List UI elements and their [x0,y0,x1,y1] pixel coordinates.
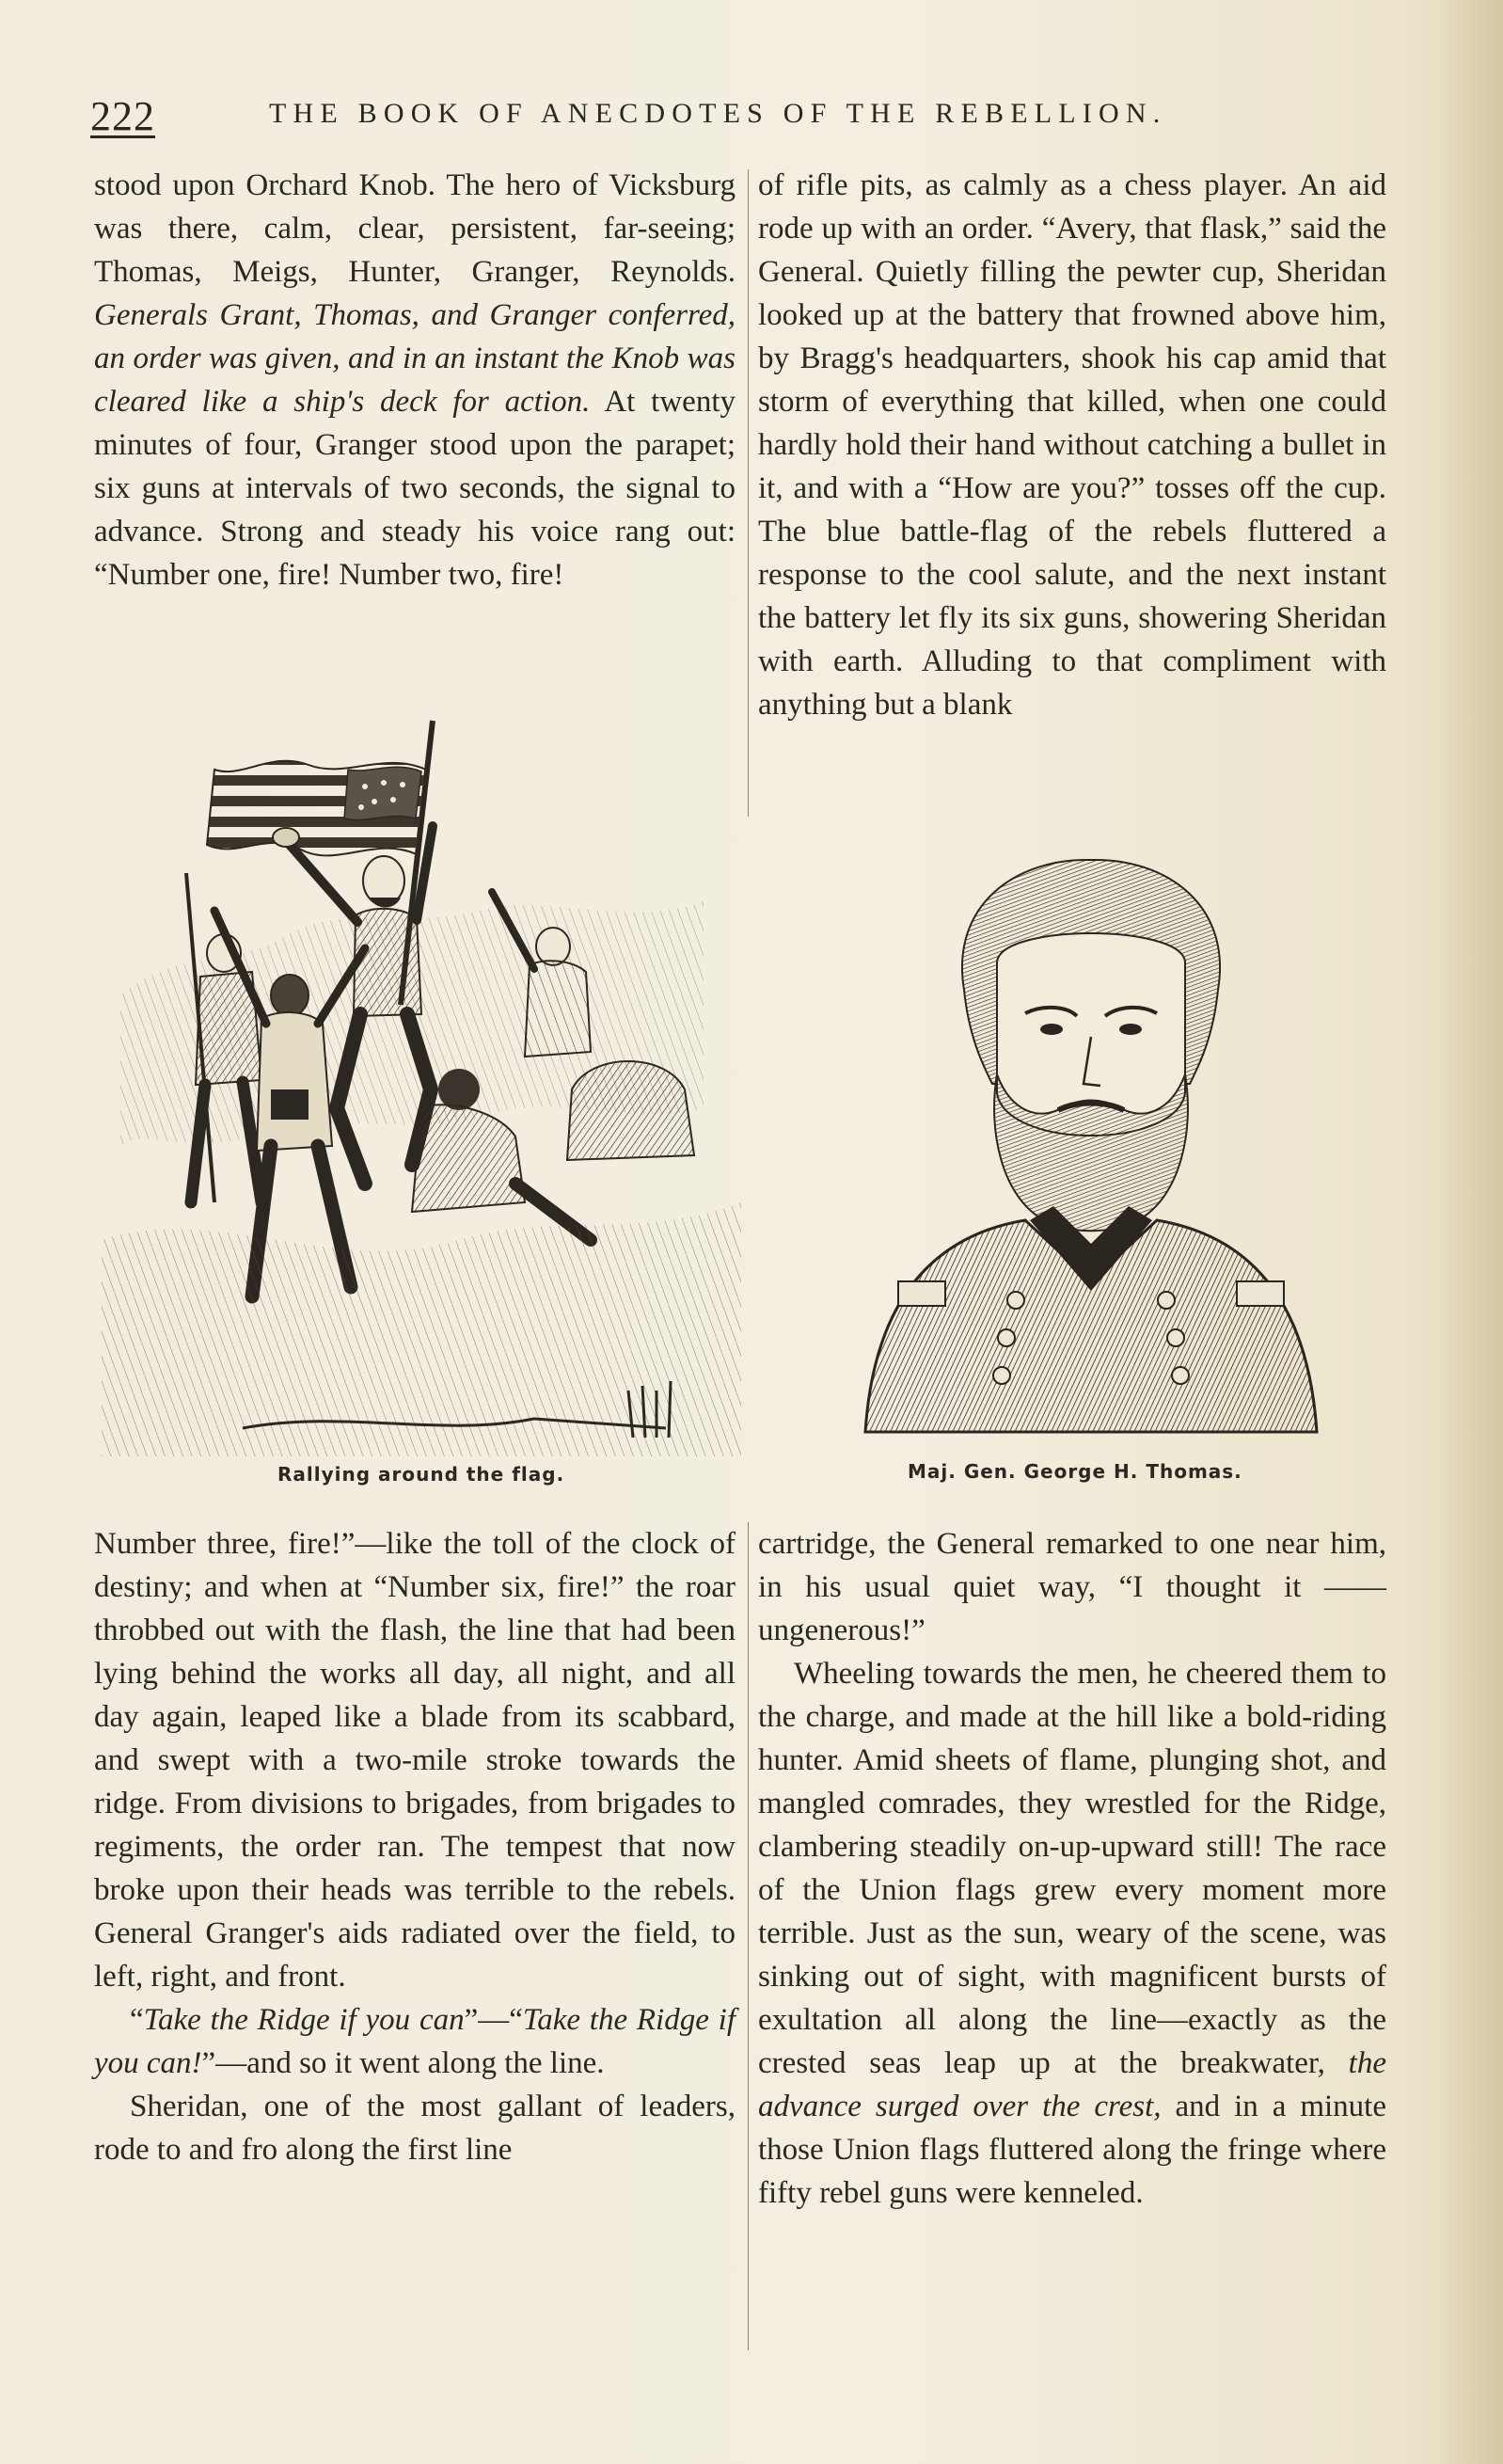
page-edge-shadow [1437,0,1503,2464]
page-number: 222 [90,93,155,139]
paragraph: Number three, fire!”—like the toll of the clock of destiny; and when at “Number six, fire!” the roar throbbed out with the flash, the line that had been lying behind the works all day, all night, and all day again, leaped like a blade from its scabbard, and swept with a two-mile stroke towards the ridge. From divisions to brigades, from brigades to regiments, the order ran. The tempest that now broke upon their heads was terrible to the rebels. General Granger's aids radiated over the field, to left, right, and front. [94,1527,736,1994]
running-title: THE BOOK OF ANECDOTES OF THE REBELLION. [269,98,1167,129]
left-column-lower-text [94,1522,736,2171]
text-run: and in a minute those Union flags fluttered along the fringe where fifty rebel guns were kenneled. [758,2090,1386,2210]
text-run: ”—“ [464,2003,523,2037]
left-column-upper-text [94,164,736,596]
paragraph: of rifle pits, as calmly as a chess player. An aid rode up with an order. “Avery, that flask,” said the General. Quietly filling the pewter cup, Sheridan looked up at the battery that frowned above him, by Bragg's headquarters, shook his cap amid that storm of everything that killed, when one could hardly hold their hand without catching a bullet in it, and with a “How are you?” tosses off the cup. The blue battle-flag of the rebels fluttered a response to the cool salute, and the next instant the battery let fly its six guns, showering Sheridan with earth. Alluding to that compliment with anything but a blank [758,168,1386,722]
paragraph: Sheridan, one of the most gallant of leaders, rode to and fro along the first line [94,2090,736,2167]
text-run: ”—and so it went along the line. [201,2046,605,2080]
figure-caption-right: Maj. Gen. George H. Thomas. [908,1460,1242,1483]
engraving-icon [102,713,741,1456]
italic-run: Take the Ridge if you can [143,2003,465,2037]
right-column-upper-text [758,164,1386,726]
paragraph [94,1998,736,2085]
figure-caption-left: Rallying around the flag. [277,1463,565,1486]
rallying-flag-engraving [102,713,741,1456]
italic-run: Generals Grant, Thomas, and Granger conferred, an order was given, and in an instant the Knob was cleared like a ship's deck for action. [94,298,736,419]
text-run: Wheeling towards the men, he cheered them to the charge, and made at the hill like a bold-riding hunter. Amid sheets of flame, plunging shot, and mangled comrades, they wrestled for the Ridge, clambering steadily on-up-upward still! The race of the Union flags grew every moment more terrible. Just as the sun, weary of the scene, was sinking out of sight, with magnificent bursts of exultation all along the line—exactly as the crested seas leap up at the breakwater, [758,1657,1386,2080]
text-run: stood upon Orchard Knob. The hero of Vicksburg was there, calm, clear, persistent, far-seeing; Thomas, Meigs, Hunter, Granger, Reynolds. [94,168,736,289]
text-run: “ [130,2003,144,2037]
italic-run: Take the Ridge if you can! [94,2003,736,2080]
portrait-engraving [809,849,1373,1451]
paragraph [94,164,736,596]
right-column-lower-text [758,1522,1386,2215]
text-run: At twenty minutes of four, Granger stood upon the parapet; six guns at intervals of two seconds, the signal to advance. Strong and steady his voice rang out: “Number one, fire! Number two, fire! [94,385,736,592]
paragraph [758,1652,1386,2215]
italic-run: the advance surged over the crest, [758,2046,1386,2123]
column-divider-bottom [748,1522,749,2350]
paragraph: cartridge, the General remarked to one near him, in his usual quiet way, “I thought it —— ungenerous!” [758,1527,1386,1647]
portrait-icon [809,849,1373,1451]
page-header [90,87,1233,143]
column-divider-top [748,169,749,817]
